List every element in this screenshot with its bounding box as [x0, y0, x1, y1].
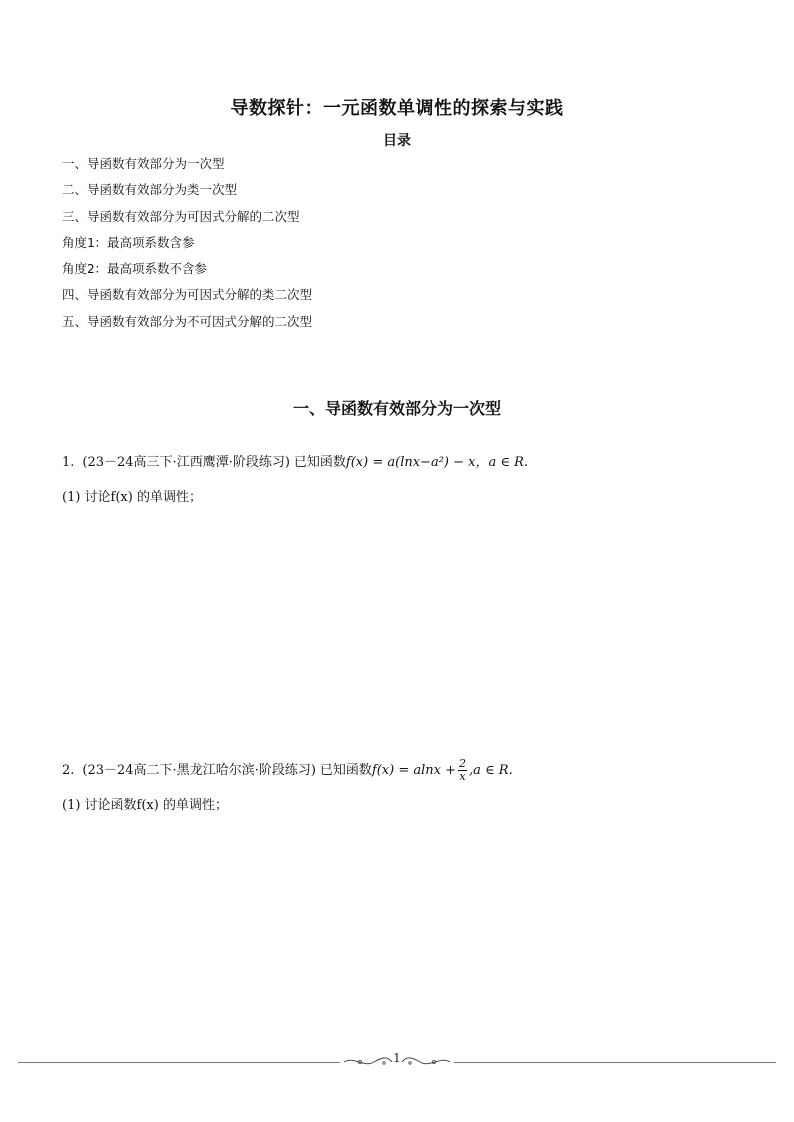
problem-2-stem	[62, 758, 513, 783]
toc-heading: 目录	[383, 133, 411, 149]
toc-item[interactable]: 五、导函数有效部分为不可因式分解的二次型	[62, 313, 313, 329]
problem-source: (23－24高三下·江西鹰潭·阶段练习)	[82, 455, 290, 470]
page-title: 导数探针：一元函数单调性的探索与实践	[230, 98, 564, 119]
toc-item[interactable]: 三、导函数有效部分为可因式分解的二次型	[62, 208, 300, 224]
problem-formula-tail: ,a ∈ R.	[469, 763, 513, 778]
problem-source: (23－24高二下·黑龙江哈尔滨·阶段练习)	[82, 763, 316, 778]
toc-item[interactable]: 二、导函数有效部分为类一次型	[62, 182, 238, 198]
problem-1-stem	[62, 454, 528, 472]
fraction	[458, 758, 467, 783]
section-title: 一、导函数有效部分为一次型	[292, 399, 501, 418]
problem-formula: f(x) = a(lnx−a²) − x，a ∈ R.	[345, 455, 529, 470]
toc-item[interactable]: 角度1：最高项系数含参	[62, 234, 195, 250]
problem-stem: 已知函数	[319, 763, 372, 778]
toc-item[interactable]: 角度2：最高项系数不含参	[62, 261, 208, 277]
fraction-denominator: x	[459, 770, 466, 783]
toc-item[interactable]: 一、导函数有效部分为一次型	[62, 156, 225, 171]
problem-stem: 已知函数	[293, 455, 346, 470]
problem-number: 1.	[62, 455, 75, 470]
problem-2-subquestion: (1) 讨论函数f(x) 的单调性；	[62, 798, 228, 813]
problem-1-subquestion: (1) 讨论f(x) 的单调性；	[62, 490, 202, 505]
fraction-numerator: 2	[459, 757, 467, 770]
problem-formula: f(x) = alnx +	[371, 763, 457, 778]
page-number: 1	[393, 1051, 401, 1065]
toc-item[interactable]: 四、导函数有效部分为可因式分解的类二次型	[62, 287, 313, 303]
problem-number: 2.	[62, 763, 75, 778]
table-of-contents	[62, 156, 312, 340]
